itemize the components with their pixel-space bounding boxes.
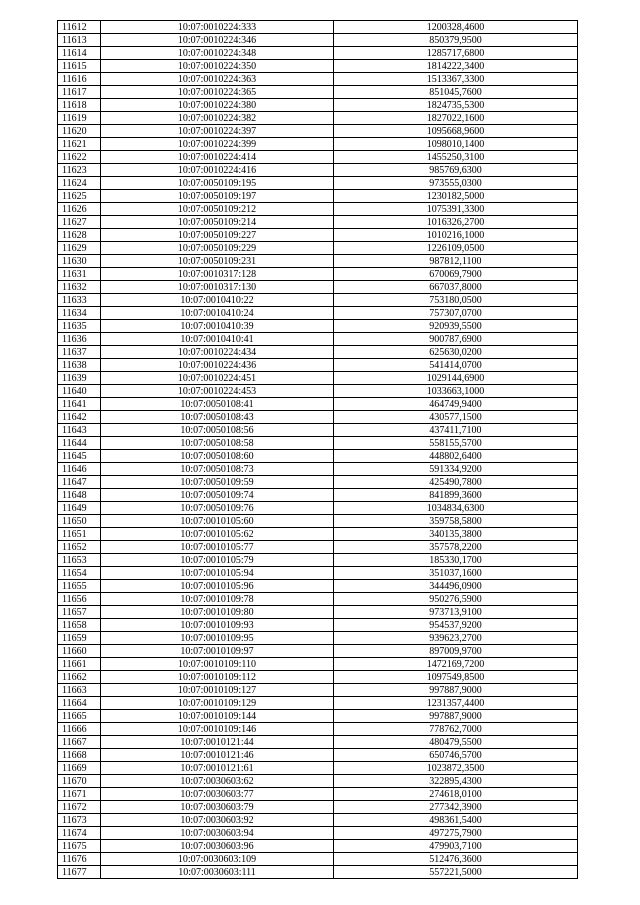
cadastral-value-cell: 1016326,2700 bbox=[334, 216, 578, 229]
cadastral-value-cell: 973713,9100 bbox=[334, 606, 578, 619]
cadastral-value-cell: 997887,9000 bbox=[334, 710, 578, 723]
table-row bbox=[58, 229, 578, 242]
table-row bbox=[58, 34, 578, 47]
row-number-cell: 11668 bbox=[58, 749, 101, 762]
cadastral-number-cell: 10:07:0010224:350 bbox=[101, 60, 334, 73]
cadastral-value-cell: 425490,7800 bbox=[334, 476, 578, 489]
row-number-cell: 11675 bbox=[58, 840, 101, 853]
cadastral-number-cell: 10:07:0010109:95 bbox=[101, 632, 334, 645]
cadastral-value-cell: 985769,6300 bbox=[334, 164, 578, 177]
cadastral-value-cell: 778762,7000 bbox=[334, 723, 578, 736]
table-row bbox=[58, 814, 578, 827]
row-number-cell: 11637 bbox=[58, 346, 101, 359]
table-row bbox=[58, 125, 578, 138]
table-row bbox=[58, 736, 578, 749]
table-row bbox=[58, 138, 578, 151]
cadastral-number-cell: 10:07:0030603:96 bbox=[101, 840, 334, 853]
cadastral-value-cell: 851045,7600 bbox=[334, 86, 578, 99]
table-row bbox=[58, 762, 578, 775]
row-number-cell: 11642 bbox=[58, 411, 101, 424]
cadastral-number-cell: 10:07:0010410:41 bbox=[101, 333, 334, 346]
cadastral-value-cell: 1226109,0500 bbox=[334, 242, 578, 255]
table-row bbox=[58, 320, 578, 333]
cadastral-number-cell: 10:07:0010109:144 bbox=[101, 710, 334, 723]
cadastral-number-cell: 10:07:0030603:62 bbox=[101, 775, 334, 788]
table-row bbox=[58, 190, 578, 203]
table-row bbox=[58, 476, 578, 489]
cadastral-number-cell: 10:07:0050109:195 bbox=[101, 177, 334, 190]
row-number-cell: 11625 bbox=[58, 190, 101, 203]
cadastral-value-cell: 322895,4300 bbox=[334, 775, 578, 788]
row-number-cell: 11664 bbox=[58, 697, 101, 710]
cadastral-number-cell: 10:07:0010109:127 bbox=[101, 684, 334, 697]
cadastral-number-cell: 10:07:0010105:60 bbox=[101, 515, 334, 528]
row-number-cell: 11638 bbox=[58, 359, 101, 372]
table-row bbox=[58, 346, 578, 359]
row-number-cell: 11655 bbox=[58, 580, 101, 593]
cadastral-number-cell: 10:07:0010224:436 bbox=[101, 359, 334, 372]
cadastral-number-cell: 10:07:0010224:451 bbox=[101, 372, 334, 385]
cadastral-value-cell: 950276,5900 bbox=[334, 593, 578, 606]
cadastral-value-cell: 1200328,4600 bbox=[334, 21, 578, 34]
table-row bbox=[58, 567, 578, 580]
cadastral-value-cell: 1010216,1000 bbox=[334, 229, 578, 242]
cadastral-number-cell: 10:07:0010105:77 bbox=[101, 541, 334, 554]
row-number-cell: 11647 bbox=[58, 476, 101, 489]
row-number-cell: 11657 bbox=[58, 606, 101, 619]
row-number-cell: 11633 bbox=[58, 294, 101, 307]
row-number-cell: 11646 bbox=[58, 463, 101, 476]
cadastral-value-cell: 667037,8000 bbox=[334, 281, 578, 294]
row-number-cell: 11644 bbox=[58, 437, 101, 450]
row-number-cell: 11635 bbox=[58, 320, 101, 333]
table-row bbox=[58, 528, 578, 541]
cadastral-value-cell: 340135,3800 bbox=[334, 528, 578, 541]
table-row bbox=[58, 255, 578, 268]
cadastral-number-cell: 10:07:0010317:130 bbox=[101, 281, 334, 294]
row-number-cell: 11667 bbox=[58, 736, 101, 749]
cadastral-value-cell: 437411,7100 bbox=[334, 424, 578, 437]
table-row bbox=[58, 112, 578, 125]
table-row bbox=[58, 554, 578, 567]
cadastral-number-cell: 10:07:0010224:416 bbox=[101, 164, 334, 177]
table-row bbox=[58, 99, 578, 112]
row-number-cell: 11654 bbox=[58, 567, 101, 580]
cadastral-value-cell: 625630,0200 bbox=[334, 346, 578, 359]
row-number-cell: 11631 bbox=[58, 268, 101, 281]
table-row bbox=[58, 840, 578, 853]
table-row bbox=[58, 541, 578, 554]
cadastral-value-cell: 277342,3900 bbox=[334, 801, 578, 814]
cadastral-number-cell: 10:07:0010410:22 bbox=[101, 294, 334, 307]
table-row bbox=[58, 385, 578, 398]
cadastral-value-cell: 939623,2700 bbox=[334, 632, 578, 645]
cadastral-value-cell: 1231357,4400 bbox=[334, 697, 578, 710]
cadastral-number-cell: 10:07:0010105:62 bbox=[101, 528, 334, 541]
cadastral-value-cell: 1033663,1000 bbox=[334, 385, 578, 398]
table-row bbox=[58, 73, 578, 86]
cadastral-number-cell: 10:07:0030603:77 bbox=[101, 788, 334, 801]
cadastral-number-cell: 10:07:0050108:43 bbox=[101, 411, 334, 424]
cadastral-number-cell: 10:07:0030603:92 bbox=[101, 814, 334, 827]
row-number-cell: 11653 bbox=[58, 554, 101, 567]
row-number-cell: 11673 bbox=[58, 814, 101, 827]
row-number-cell: 11652 bbox=[58, 541, 101, 554]
row-number-cell: 11650 bbox=[58, 515, 101, 528]
cadastral-value-cell: 954537,9200 bbox=[334, 619, 578, 632]
cadastral-value-cell: 1230182,5000 bbox=[334, 190, 578, 203]
cadastral-value-cell: 479903,7100 bbox=[334, 840, 578, 853]
row-number-cell: 11627 bbox=[58, 216, 101, 229]
row-number-cell: 11632 bbox=[58, 281, 101, 294]
cadastral-number-cell: 10:07:0010105:96 bbox=[101, 580, 334, 593]
row-number-cell: 11613 bbox=[58, 34, 101, 47]
cadastral-value-cell: 1827022,1600 bbox=[334, 112, 578, 125]
cadastral-number-cell: 10:07:0010317:128 bbox=[101, 268, 334, 281]
table-row bbox=[58, 151, 578, 164]
cadastral-value-cell: 987812,1100 bbox=[334, 255, 578, 268]
cadastral-number-cell: 10:07:0010109:80 bbox=[101, 606, 334, 619]
cadastral-value-cell: 1513367,3300 bbox=[334, 73, 578, 86]
cadastral-number-cell: 10:07:0050109:212 bbox=[101, 203, 334, 216]
cadastral-value-cell: 973555,0300 bbox=[334, 177, 578, 190]
table-row bbox=[58, 307, 578, 320]
table-row bbox=[58, 489, 578, 502]
cadastral-number-cell: 10:07:0010109:110 bbox=[101, 658, 334, 671]
cadastral-value-cell: 850379,9500 bbox=[334, 34, 578, 47]
row-number-cell: 11659 bbox=[58, 632, 101, 645]
cadastral-number-cell: 10:07:0010105:79 bbox=[101, 554, 334, 567]
table-row bbox=[58, 697, 578, 710]
row-number-cell: 11677 bbox=[58, 866, 101, 879]
cadastral-value-cell: 557221,5000 bbox=[334, 866, 578, 879]
table-row bbox=[58, 580, 578, 593]
cadastral-value-cell: 1029144,6900 bbox=[334, 372, 578, 385]
cadastral-value-cell: 1285717,6800 bbox=[334, 47, 578, 60]
cadastral-value-cell: 497275,7900 bbox=[334, 827, 578, 840]
cadastral-value-cell: 448802,6400 bbox=[334, 450, 578, 463]
cadastral-number-cell: 10:07:0010224:414 bbox=[101, 151, 334, 164]
cadastral-value-cell: 430577,1500 bbox=[334, 411, 578, 424]
cadastral-value-cell: 920939,5500 bbox=[334, 320, 578, 333]
table-row bbox=[58, 515, 578, 528]
table-row bbox=[58, 775, 578, 788]
cadastral-number-cell: 10:07:0050109:197 bbox=[101, 190, 334, 203]
row-number-cell: 11621 bbox=[58, 138, 101, 151]
table-row bbox=[58, 242, 578, 255]
cadastral-value-cell: 1097549,8500 bbox=[334, 671, 578, 684]
cadastral-number-cell: 10:07:0050109:74 bbox=[101, 489, 334, 502]
cadastral-value-cell: 591334,9200 bbox=[334, 463, 578, 476]
table-row bbox=[58, 86, 578, 99]
cadastral-number-cell: 10:07:0010224:399 bbox=[101, 138, 334, 151]
table-row bbox=[58, 619, 578, 632]
cadastral-value-cell: 1075391,3300 bbox=[334, 203, 578, 216]
cadastral-number-cell: 10:07:0050108:60 bbox=[101, 450, 334, 463]
table-row bbox=[58, 502, 578, 515]
row-number-cell: 11624 bbox=[58, 177, 101, 190]
cadastral-number-cell: 10:07:0010224:333 bbox=[101, 21, 334, 34]
table-row bbox=[58, 658, 578, 671]
cadastral-number-cell: 10:07:0010224:363 bbox=[101, 73, 334, 86]
cadastral-number-cell: 10:07:0010105:94 bbox=[101, 567, 334, 580]
row-number-cell: 11666 bbox=[58, 723, 101, 736]
cadastral-value-cell: 1824735,5300 bbox=[334, 99, 578, 112]
table-row bbox=[58, 333, 578, 346]
cadastral-value-cell: 897009,9700 bbox=[334, 645, 578, 658]
row-number-cell: 11672 bbox=[58, 801, 101, 814]
table-row bbox=[58, 866, 578, 879]
cadastral-value-cell: 1098010,1400 bbox=[334, 138, 578, 151]
table-row bbox=[58, 684, 578, 697]
table-row bbox=[58, 749, 578, 762]
row-number-cell: 11674 bbox=[58, 827, 101, 840]
row-number-cell: 11651 bbox=[58, 528, 101, 541]
row-number-cell: 11663 bbox=[58, 684, 101, 697]
cadastral-value-cell: 274618,0100 bbox=[334, 788, 578, 801]
row-number-cell: 11619 bbox=[58, 112, 101, 125]
table-row bbox=[58, 216, 578, 229]
table-row bbox=[58, 606, 578, 619]
row-number-cell: 11661 bbox=[58, 658, 101, 671]
row-number-cell: 11617 bbox=[58, 86, 101, 99]
cadastral-number-cell: 10:07:0010224:348 bbox=[101, 47, 334, 60]
table-row bbox=[58, 294, 578, 307]
table-row bbox=[58, 463, 578, 476]
cadastral-number-cell: 10:07:0010224:346 bbox=[101, 34, 334, 47]
cadastral-number-cell: 10:07:0050108:58 bbox=[101, 437, 334, 450]
table-row bbox=[58, 164, 578, 177]
cadastral-number-cell: 10:07:0010224:380 bbox=[101, 99, 334, 112]
cadastral-number-cell: 10:07:0050109:59 bbox=[101, 476, 334, 489]
table-row bbox=[58, 21, 578, 34]
cadastral-value-cell: 1095668,9600 bbox=[334, 125, 578, 138]
cadastral-value-cell: 185330,1700 bbox=[334, 554, 578, 567]
row-number-cell: 11639 bbox=[58, 372, 101, 385]
cadastral-number-cell: 10:07:0010109:129 bbox=[101, 697, 334, 710]
row-number-cell: 11612 bbox=[58, 21, 101, 34]
row-number-cell: 11660 bbox=[58, 645, 101, 658]
cadastral-number-cell: 10:07:0010121:46 bbox=[101, 749, 334, 762]
row-number-cell: 11630 bbox=[58, 255, 101, 268]
table-row bbox=[58, 372, 578, 385]
table-body bbox=[58, 21, 578, 879]
cadastral-number-cell: 10:07:0010224:434 bbox=[101, 346, 334, 359]
cadastral-number-cell: 10:07:0050109:214 bbox=[101, 216, 334, 229]
cadastral-value-cell: 512476,3600 bbox=[334, 853, 578, 866]
cadastral-value-cell: 1814222,3400 bbox=[334, 60, 578, 73]
cadastral-value-cell: 753180,0500 bbox=[334, 294, 578, 307]
cadastral-value-cell: 1034834,6300 bbox=[334, 502, 578, 515]
row-number-cell: 11665 bbox=[58, 710, 101, 723]
cadastral-value-cell: 541414,0700 bbox=[334, 359, 578, 372]
cadastral-value-cell: 480479,5500 bbox=[334, 736, 578, 749]
cadastral-value-cell: 357578,2200 bbox=[334, 541, 578, 554]
cadastral-number-cell: 10:07:0010109:146 bbox=[101, 723, 334, 736]
table-row bbox=[58, 177, 578, 190]
cadastral-number-cell: 10:07:0050108:73 bbox=[101, 463, 334, 476]
cadastral-value-table bbox=[57, 20, 578, 879]
cadastral-value-cell: 1472169,7200 bbox=[334, 658, 578, 671]
table-row bbox=[58, 47, 578, 60]
cadastral-number-cell: 10:07:0010109:97 bbox=[101, 645, 334, 658]
row-number-cell: 11622 bbox=[58, 151, 101, 164]
cadastral-number-cell: 10:07:0010224:453 bbox=[101, 385, 334, 398]
cadastral-number-cell: 10:07:0030603:111 bbox=[101, 866, 334, 879]
row-number-cell: 11614 bbox=[58, 47, 101, 60]
cadastral-number-cell: 10:07:0030603:94 bbox=[101, 827, 334, 840]
table-row bbox=[58, 424, 578, 437]
row-number-cell: 11662 bbox=[58, 671, 101, 684]
cadastral-value-cell: 841899,3600 bbox=[334, 489, 578, 502]
cadastral-number-cell: 10:07:0050109:227 bbox=[101, 229, 334, 242]
row-number-cell: 11676 bbox=[58, 853, 101, 866]
table-row bbox=[58, 723, 578, 736]
cadastral-value-cell: 1023872,3500 bbox=[334, 762, 578, 775]
row-number-cell: 11615 bbox=[58, 60, 101, 73]
cadastral-value-cell: 650746,5700 bbox=[334, 749, 578, 762]
cadastral-number-cell: 10:07:0030603:79 bbox=[101, 801, 334, 814]
cadastral-number-cell: 10:07:0010224:397 bbox=[101, 125, 334, 138]
row-number-cell: 11670 bbox=[58, 775, 101, 788]
cadastral-value-cell: 558155,5700 bbox=[334, 437, 578, 450]
row-number-cell: 11656 bbox=[58, 593, 101, 606]
row-number-cell: 11671 bbox=[58, 788, 101, 801]
cadastral-number-cell: 10:07:0030603:109 bbox=[101, 853, 334, 866]
table-row bbox=[58, 710, 578, 723]
cadastral-number-cell: 10:07:0050108:56 bbox=[101, 424, 334, 437]
row-number-cell: 11648 bbox=[58, 489, 101, 502]
table-row bbox=[58, 359, 578, 372]
row-number-cell: 11640 bbox=[58, 385, 101, 398]
cadastral-value-cell: 351037,1600 bbox=[334, 567, 578, 580]
row-number-cell: 11629 bbox=[58, 242, 101, 255]
table-row bbox=[58, 437, 578, 450]
cadastral-number-cell: 10:07:0010410:39 bbox=[101, 320, 334, 333]
cadastral-value-cell: 670069,7900 bbox=[334, 268, 578, 281]
row-number-cell: 11634 bbox=[58, 307, 101, 320]
table-row bbox=[58, 645, 578, 658]
row-number-cell: 11623 bbox=[58, 164, 101, 177]
row-number-cell: 11618 bbox=[58, 99, 101, 112]
table-row bbox=[58, 411, 578, 424]
row-number-cell: 11636 bbox=[58, 333, 101, 346]
cadastral-number-cell: 10:07:0010224:382 bbox=[101, 112, 334, 125]
table-row bbox=[58, 632, 578, 645]
row-number-cell: 11620 bbox=[58, 125, 101, 138]
table-row bbox=[58, 60, 578, 73]
table-row bbox=[58, 450, 578, 463]
table-row bbox=[58, 281, 578, 294]
row-number-cell: 11643 bbox=[58, 424, 101, 437]
cadastral-number-cell: 10:07:0010109:112 bbox=[101, 671, 334, 684]
cadastral-number-cell: 10:07:0010121:61 bbox=[101, 762, 334, 775]
cadastral-number-cell: 10:07:0010224:365 bbox=[101, 86, 334, 99]
cadastral-value-cell: 997887,9000 bbox=[334, 684, 578, 697]
cadastral-value-cell: 464749,9400 bbox=[334, 398, 578, 411]
table-row bbox=[58, 593, 578, 606]
cadastral-number-cell: 10:07:0010410:24 bbox=[101, 307, 334, 320]
row-number-cell: 11649 bbox=[58, 502, 101, 515]
row-number-cell: 11626 bbox=[58, 203, 101, 216]
table-row bbox=[58, 671, 578, 684]
table-row bbox=[58, 853, 578, 866]
cadastral-value-cell: 498361,5400 bbox=[334, 814, 578, 827]
row-number-cell: 11645 bbox=[58, 450, 101, 463]
table-row bbox=[58, 203, 578, 216]
cadastral-value-cell: 900787,6900 bbox=[334, 333, 578, 346]
row-number-cell: 11628 bbox=[58, 229, 101, 242]
table-row bbox=[58, 788, 578, 801]
row-number-cell: 11641 bbox=[58, 398, 101, 411]
table-row bbox=[58, 398, 578, 411]
cadastral-value-cell: 757307,0700 bbox=[334, 307, 578, 320]
table-row bbox=[58, 268, 578, 281]
table-row bbox=[58, 827, 578, 840]
row-number-cell: 11669 bbox=[58, 762, 101, 775]
cadastral-value-cell: 344496,0900 bbox=[334, 580, 578, 593]
cadastral-value-cell: 1455250,3100 bbox=[334, 151, 578, 164]
row-number-cell: 11658 bbox=[58, 619, 101, 632]
row-number-cell: 11616 bbox=[58, 73, 101, 86]
cadastral-number-cell: 10:07:0010109:93 bbox=[101, 619, 334, 632]
table-row bbox=[58, 801, 578, 814]
cadastral-number-cell: 10:07:0010121:44 bbox=[101, 736, 334, 749]
cadastral-number-cell: 10:07:0050109:76 bbox=[101, 502, 334, 515]
cadastral-value-cell: 359758,5800 bbox=[334, 515, 578, 528]
cadastral-number-cell: 10:07:0050109:229 bbox=[101, 242, 334, 255]
cadastral-number-cell: 10:07:0050109:231 bbox=[101, 255, 334, 268]
cadastral-number-cell: 10:07:0010109:78 bbox=[101, 593, 334, 606]
cadastral-number-cell: 10:07:0050108:41 bbox=[101, 398, 334, 411]
